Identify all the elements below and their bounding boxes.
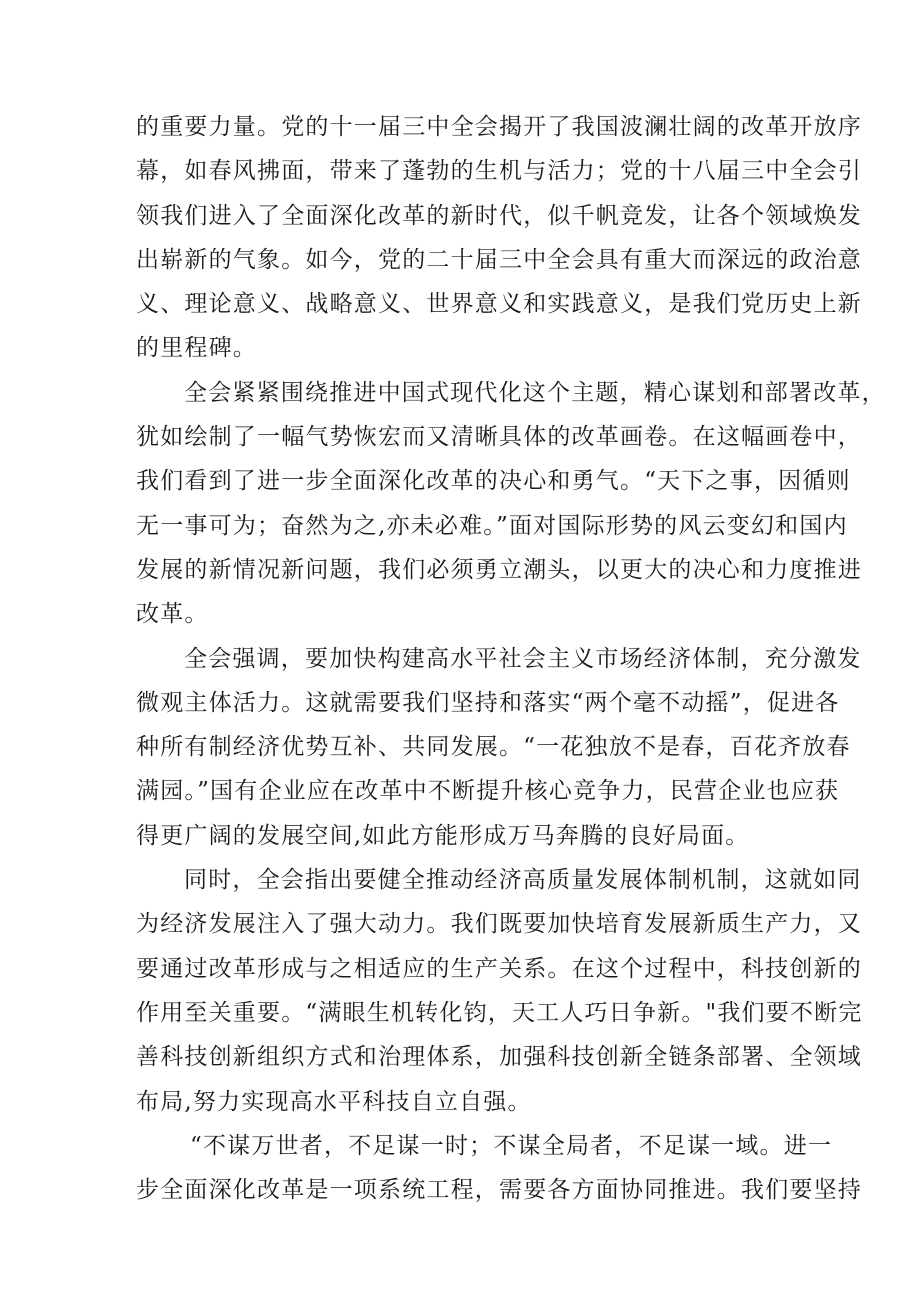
text-line: 要通过改革形成与之相适应的生产关系。在这个过程中，科技创新的 bbox=[136, 955, 862, 982]
text-line: “不谋万世者，不足谋一时；不谋全局者，不足谋一域。进一 bbox=[190, 1132, 833, 1159]
text-line: 得更广阔的发展空间,如此方能形成万马奔腾的良好局面。 bbox=[136, 822, 750, 849]
text-line: 布局,努力实现高水平科技自立自强。 bbox=[136, 1088, 532, 1115]
text-line: 全会紧紧围绕推进中国式现代化这个主题，精心谋划和部署改革， bbox=[184, 379, 886, 406]
text-line: 善科技创新组织方式和治理体系，加强科技创新全链条部署、全领域 bbox=[136, 1044, 862, 1071]
paragraph-3 bbox=[136, 637, 862, 858]
text-line: 为经济发展注入了强大动力。我们既要加快培育发展新质生产力，又 bbox=[136, 911, 862, 938]
paragraph-2 bbox=[136, 371, 886, 637]
text-line: 改革。 bbox=[136, 601, 209, 628]
text-line: 同时，全会指出要健全推动经济高质量发展体制机制，这就如同 bbox=[184, 867, 862, 894]
text-line: 微观主体活力。这就需要我们坚持和落实“两个毫不动摇”，促进各 bbox=[136, 689, 840, 716]
paragraph-4 bbox=[136, 858, 863, 1124]
paragraph-5 bbox=[136, 1124, 862, 1213]
document-body bbox=[136, 105, 886, 1212]
text-line: 全会强调，要加快构建高水平社会主义市场经济体制，充分激发 bbox=[184, 645, 862, 672]
text-line: 义、理论意义、战略意义、世界意义和实践意义，是我们党历史上新 bbox=[136, 291, 862, 318]
text-line: 步全面深化改革是一项系统工程，需要各方面协同推进。我们要坚持 bbox=[136, 1177, 862, 1204]
text-line: 的里程碑。 bbox=[136, 335, 257, 362]
text-line: 领我们进入了全面深化改革的新时代，似千帆竞发，让各个领域焕发 bbox=[136, 202, 862, 229]
text-line: 的重要力量。党的十一届三中全会揭开了我国波澜壮阔的改革开放序 bbox=[136, 114, 862, 140]
text-line: 幕，如春风拂面，带来了蓬勃的生机与活力；党的十八届三中全会引 bbox=[136, 158, 862, 185]
text-line: 作用至关重要。“满眼生机转化钧，天工人巧日争新。"我们要不断完 bbox=[136, 999, 863, 1026]
text-line: 满园。”国有企业应在改革中不断提升核心竞争力，民营企业也应获 bbox=[136, 778, 840, 805]
text-line: 出崭新的气象。如今，党的二十届三中全会具有重大而深远的政治意 bbox=[136, 246, 862, 273]
text-line: 我们看到了进一步全面深化改革的决心和勇气。“天下之事，因循则 bbox=[136, 468, 851, 495]
text-line: 犹如绘制了一幅气势恢宏而又清晰具体的改革画卷。在这幅画卷中， bbox=[136, 424, 862, 451]
paragraph-1 bbox=[136, 105, 862, 371]
text-line: 发展的新情况新问题，我们必须勇立潮头，以更大的决心和力度推进 bbox=[136, 556, 862, 583]
text-line: 无一事可为；奋然为之,亦未必难。”面对国际形势的风云变幻和国内 bbox=[136, 512, 848, 539]
text-line: 种所有制经济优势互补、共同发展。“一花独放不是春，百花齐放春 bbox=[136, 734, 851, 761]
